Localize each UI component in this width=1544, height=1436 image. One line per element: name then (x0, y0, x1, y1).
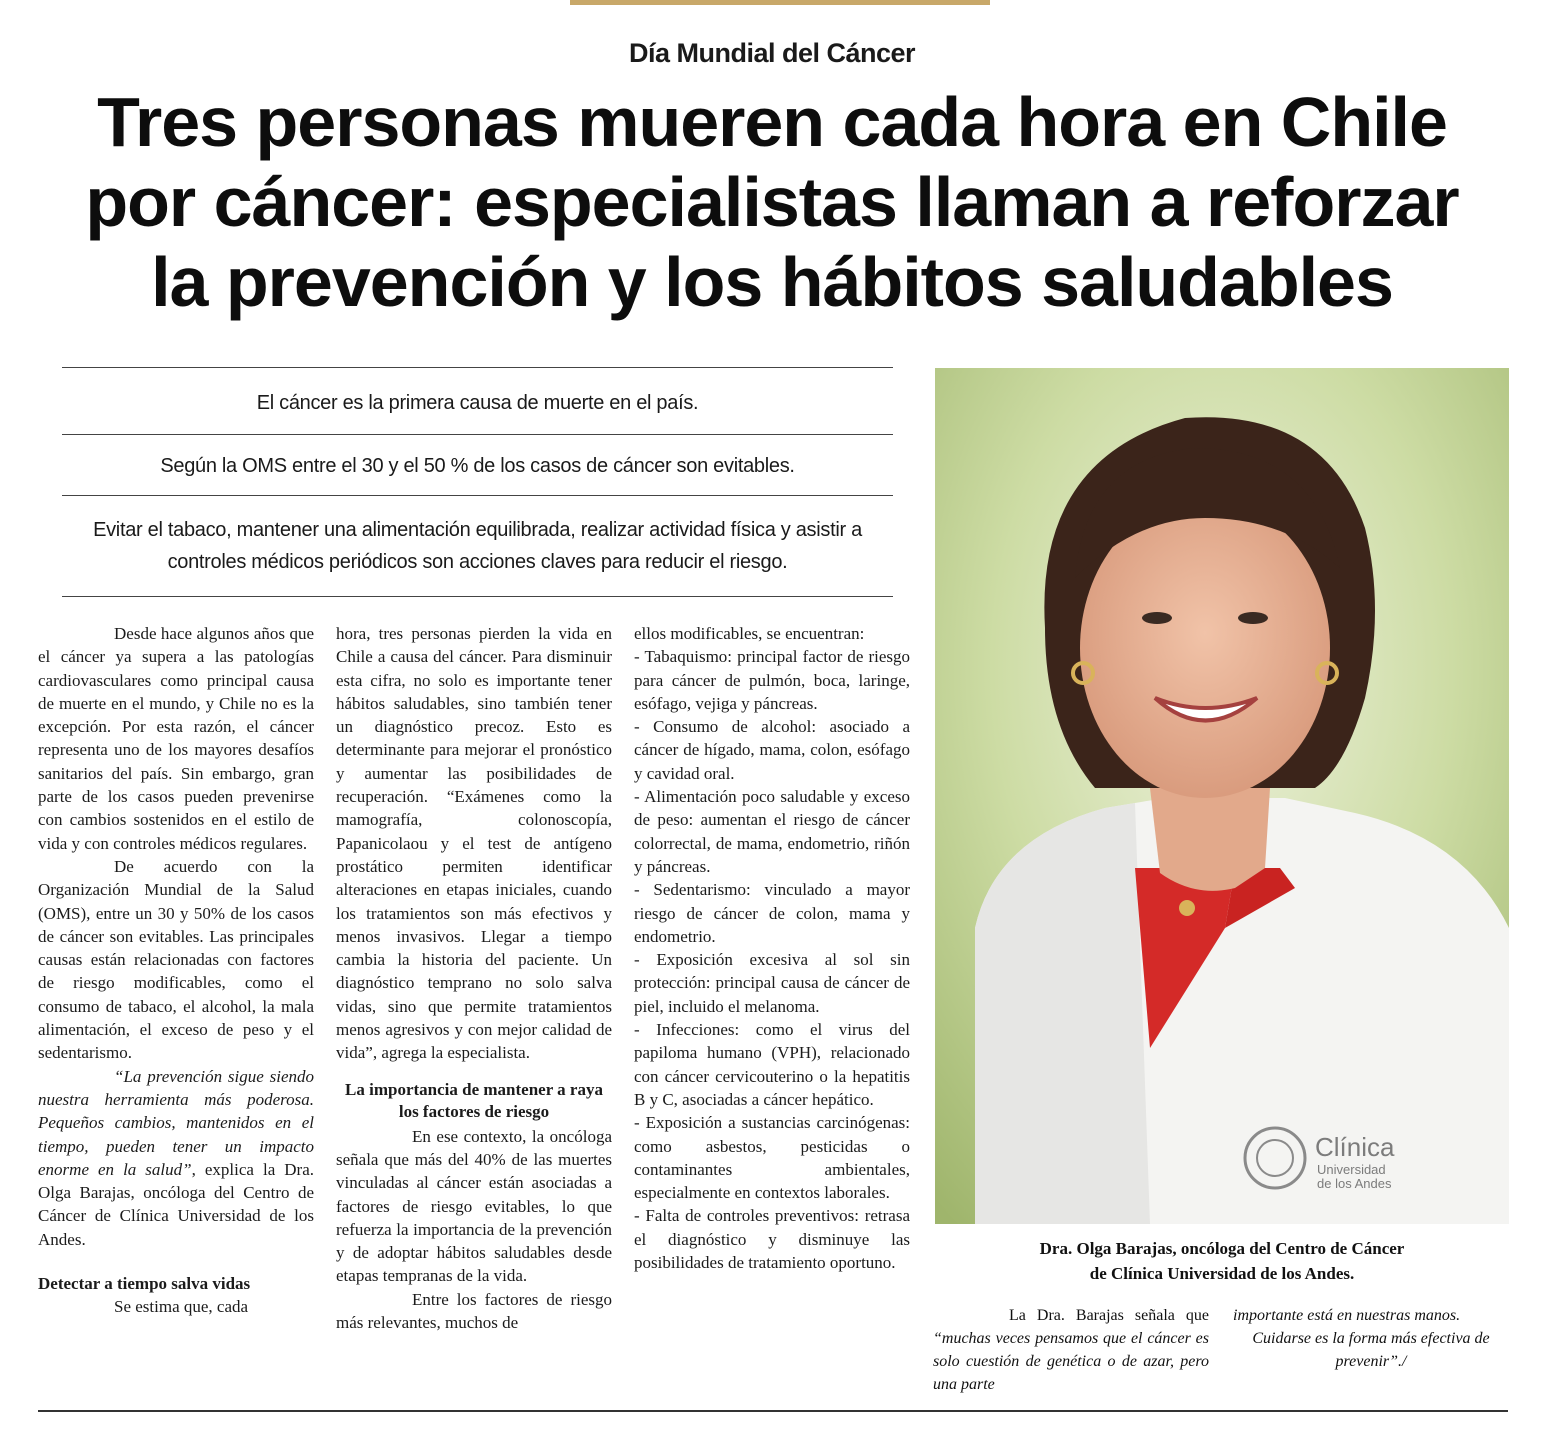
logo-line-2: Universidad (1317, 1162, 1386, 1177)
quote-paragraph (38, 1065, 314, 1251)
headline-line-1: Tres personas mueren cada hora en Chile (97, 83, 1447, 161)
portrait-photo (935, 368, 1509, 1224)
paragraph: De acuerdo con la Organización Mundial de la Salud (OMS), entre un 30 y 50% de los casos de cáncer son evitables. Las principales causas están relacionadas con factores de riesgo modificables, como el consumo de tabaco, el alcohol, la mala alimentación, el exceso de peso y el sedentarismo. (38, 856, 314, 1063)
subheading: La importancia de mantener a raya los factores de riesgo (345, 1079, 603, 1121)
top-decoration-bar (570, 0, 990, 5)
caption-line-1: Dra. Olga Barajas, oncóloga del Centro de Cáncer (1039, 1239, 1405, 1258)
bottom-rule (38, 1410, 1508, 1412)
summary-bullets (62, 367, 893, 597)
list-item: - Exposición excesiva al sol sin protección: principal causa de cáncer de piel, incluido el melanoma. (634, 950, 910, 1016)
summary-bullet-2: Según la OMS entre el 30 y el 50 % de los casos de cáncer son evitables. (160, 455, 795, 477)
summary-bullet-1: El cáncer es la primera causa de muerte en el país. (256, 392, 699, 414)
quote-closing-text: Cuidarse es la forma más efectiva de prevenir”. (1252, 1330, 1490, 1370)
quote-attribution: , explica la Dra. Olga Barajas, oncóloga del Centro de Cáncer de Clínica Universidad de los Andes. (38, 1159, 314, 1249)
article-column-3 (634, 622, 910, 1274)
paragraph (933, 1304, 1209, 1396)
divider (62, 596, 893, 597)
article-column-4b (1233, 1304, 1509, 1373)
paragraph: hora, tres personas pierden la vida en Chile a causa del cáncer. Para disminuir esta cifra, no solo es importante tener hábitos saludables, sino también tener un diagnóstico precoz. Esto es determinante para mejorar el pronóstico y aumentar las posibilidades de recuperación. “Exámenes como la mamografía, colonoscopía, Papanicolaou y el test de antígeno prostático permiten identificar alteraciones en etapas iniciales, cuando los tratamientos son más efectivos y menos invasivos. Llegar a tiempo cambia la historia del paciente. Un diagnóstico temprano no solo salva vidas, sino que permite tratamientos menos agresivos y con mejor calidad de vida”, agrega la especialista. (336, 624, 612, 1063)
paragraph: En ese contexto, la oncóloga señala que más del 40% de las muertes vinculadas al cáncer están asociadas a factores de riesgo evitables, lo que refuerza la importancia de la prevención y de adoptar hábitos saludables desde etapas tempranas de la vida. (336, 1126, 612, 1286)
logo-line-3: de los Andes (1317, 1176, 1392, 1191)
article-column-4a (933, 1304, 1209, 1396)
quote-text: “La prevención sigue siendo nuestra herramienta más poderosa. Pequeños cambios, mantenidos en el tiempo, pueden tener un impacto enorme en la salud” (38, 1066, 314, 1179)
logo-line-1: Clínica (1315, 1132, 1395, 1162)
photo-caption (935, 1236, 1509, 1286)
risk-factor-list (634, 645, 910, 1274)
list-item: - Tabaquismo: principal factor de riesgo para cáncer de pulmón, boca, laringe, esófago, vejiga y páncreas. (634, 647, 910, 713)
quote-text: importante está en nuestras manos. (1233, 1307, 1461, 1324)
headline-line-2: por cáncer: especialistas llaman a reforzar (85, 163, 1459, 241)
quote-closing (1233, 1327, 1509, 1373)
paragraph: Entre los factores de riesgo más relevantes, muchos de (336, 1289, 612, 1333)
list-item: - Exposición a sustancias carcinógenas: como asbestos, pesticidas o contaminantes ambientales, especialmente en contextos laborales. (634, 1113, 910, 1203)
caption-line-2: de Clínica Universidad de los Andes. (1089, 1264, 1355, 1283)
list-item: - Sedentarismo: vinculado a mayor riesgo de cáncer de colon, mama y endometrio. (634, 880, 910, 946)
section-kicker: Día Mundial del Cáncer (628, 38, 916, 68)
portrait-illustration (935, 368, 1509, 1224)
quote-text: “muchas veces pensamos que el cáncer es solo cuestión de genética o de azar, pero una parte (933, 1330, 1209, 1393)
list-item: - Infecciones: como el virus del papiloma humano (VPH), relacionado con cáncer cervicouterino o la hepatitis B y C, asociadas a cáncer hepático. (634, 1020, 910, 1109)
list-item: - Falta de controles preventivos: retrasa el diagnóstico y disminuye las posibilidades de tratamiento oportuno. (634, 1206, 910, 1273)
subheading: Detectar a tiempo salva vidas (38, 1274, 251, 1294)
paragraph-start: La Dra. Barajas señala que (1009, 1307, 1209, 1324)
summary-bullet-3: Evitar el tabaco, mantener una alimentación equilibrada, realizar actividad física y asistir a controles médicos periódicos son acciones claves para reducir el riesgo. (93, 519, 862, 573)
paragraph: ellos modificables, se encuentran: (634, 624, 865, 643)
list-item: - Alimentación poco saludable y exceso de peso: aumentan el riesgo de cáncer colorrectal, de mama, endometrio, riñón y páncreas. (634, 787, 910, 876)
article-column-2 (336, 622, 612, 1334)
paragraph: Se estima que, cada (114, 1297, 249, 1317)
list-item: - Consumo de alcohol: asociado a cáncer de hígado, mama, colon, esófago y cavidad oral. (634, 717, 910, 783)
article-column-1 (38, 622, 314, 1318)
headline-line-3: la prevención y los hábitos saludables (151, 243, 1393, 321)
headline (20, 82, 1524, 322)
end-mark: / (1402, 1353, 1407, 1370)
paragraph: Desde hace algunos años que el cáncer ya supera a las patologías cardiovasculares como principal causa de muerte en el mundo, y Chile no es la excepción. Por esta razón, el cáncer representa uno de los mayores desafíos sanitarios del país. Sin embargo, gran parte de los casos pueden prevenirse con cambios sostenidos en el estilo de vida y con controles médicos regulares. (38, 624, 314, 853)
